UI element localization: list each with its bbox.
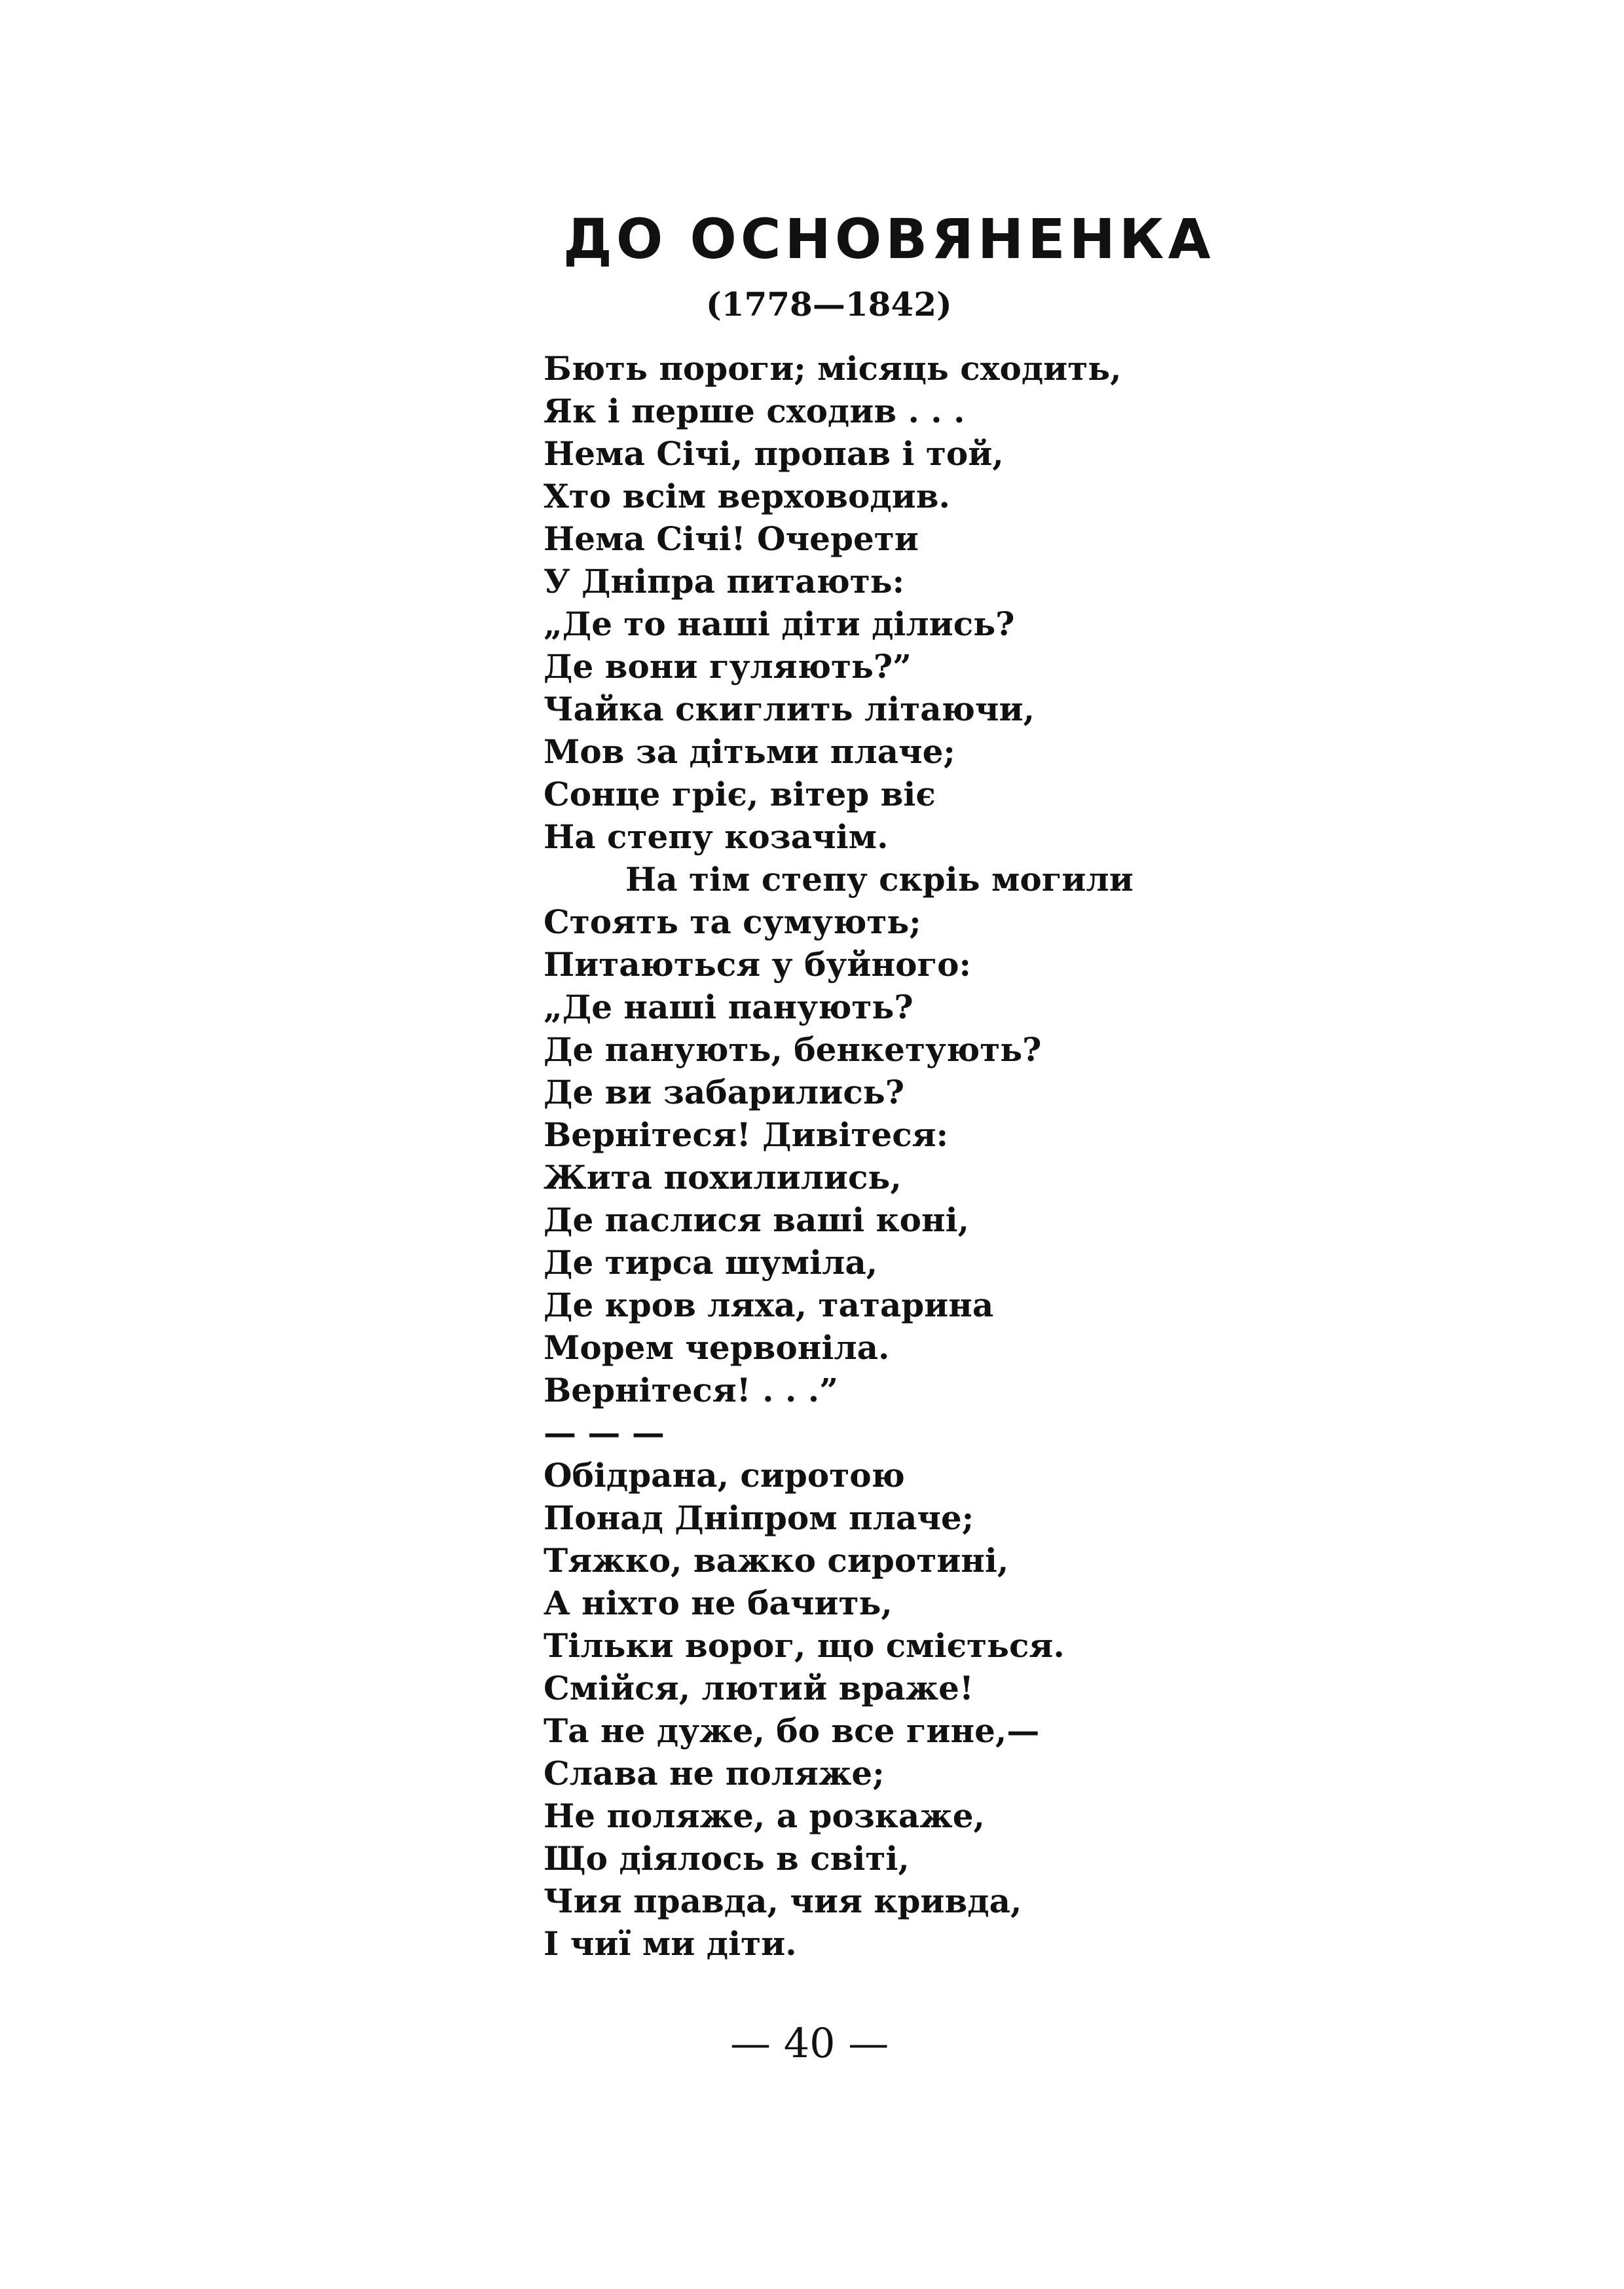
poem-line: Нема Січі, пропав і той, <box>544 434 1004 473</box>
poem-line: Тяжко, важко сиротині, <box>544 1541 1009 1580</box>
page-number: — 40 — <box>730 2019 889 2067</box>
poem-line: Стоять та сумують; <box>544 903 921 941</box>
poem-line: Де панують, бенкетують? <box>544 1030 1042 1069</box>
poem-line: На степу козачім. <box>544 817 889 856</box>
poem-line: Тільки ворог, що сміється. <box>544 1626 1065 1665</box>
poem-line: Де кров ляха, татарина <box>544 1286 994 1324</box>
poem-line: Де вони гуляють?” <box>544 647 912 686</box>
poem-line: Що діялось в світі, <box>544 1839 910 1878</box>
poem-line: А ніхто не бачить, <box>544 1584 893 1622</box>
poem-line: Нема Січі! Очерети <box>544 519 919 558</box>
poem-line: Мов за дітьми плаче; <box>544 732 955 771</box>
poem-line: Слава не поляже; <box>544 1754 885 1793</box>
poem-dates: (1778—1842) <box>706 285 952 324</box>
section-divider: — — — <box>544 1413 665 1452</box>
poem-line: Де ви забарились? <box>544 1073 905 1111</box>
poem-line: „Де наші панують? <box>544 988 913 1026</box>
poem-line: Вернітеся! . . .” <box>544 1371 838 1409</box>
poem-title: ДО ОСНОВЯНЕНКА <box>563 207 1215 271</box>
poem-line: Хто всім верховодив. <box>544 477 950 515</box>
poem-line: У Дніпра питають: <box>544 562 905 601</box>
poem-line: Смійся, лютий враже! <box>544 1669 974 1707</box>
poem-line: Та не дуже, бо все гине,— <box>544 1711 1040 1750</box>
poem-line: „Де то наші діти ділись? <box>544 605 1015 643</box>
poem-line: Бють пороги; місяць сходить, <box>544 349 1122 388</box>
poem-line: Не поляже, а розкаже, <box>544 1796 985 1835</box>
poem-line: Обідрана, сиротою <box>544 1456 905 1495</box>
poem-line: Чия правда, чия кривда, <box>544 1882 1022 1920</box>
poem-line: Понад Дніпром плаче; <box>544 1498 974 1537</box>
poem-line: Де паслися ваші коні, <box>544 1200 969 1239</box>
poem-line: Вернітеся! Дивітеся: <box>544 1115 949 1154</box>
poem-line: Сонце гріє, вітер віє <box>544 775 936 813</box>
poem-line: Питаються у буйного: <box>544 945 971 984</box>
poem-line: На тім степу скріь могили <box>625 860 1134 899</box>
poem-line: Жита похилились, <box>544 1158 902 1197</box>
poem-line: Де тирса шуміла, <box>544 1243 878 1282</box>
poem-line: І чиї ми діти. <box>544 1924 797 1963</box>
poem-line: Чайка скиглить літаючи, <box>544 690 1035 728</box>
poem-line: Як і перше сходив . . . <box>544 392 965 430</box>
poem-line: Морем червоніла. <box>544 1328 890 1367</box>
poem-body <box>544 347 1362 1965</box>
